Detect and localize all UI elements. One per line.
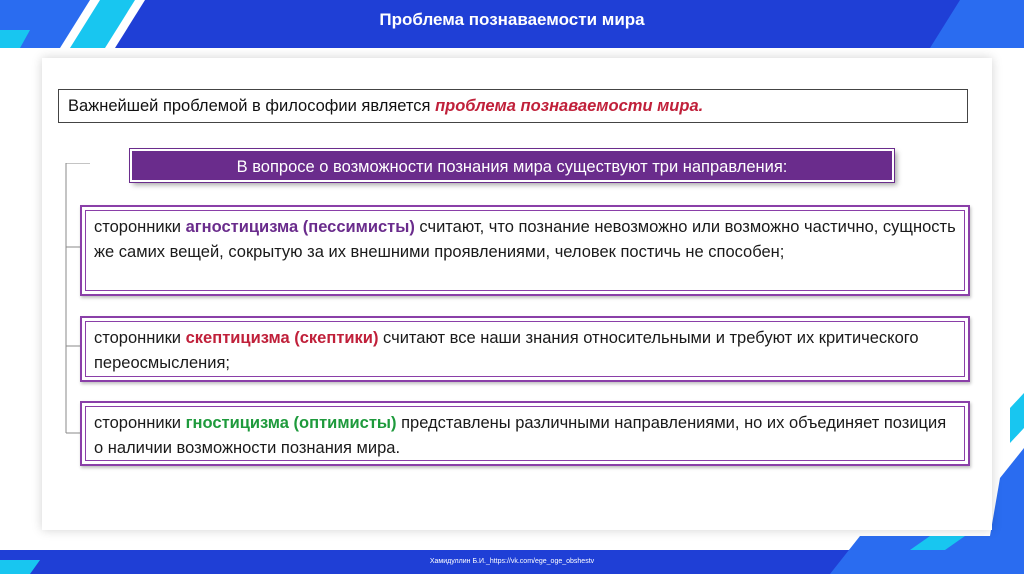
card-body: представлены различными направлениями, но их объединяет позиция о наличии возможности познания мира.: [94, 414, 947, 457]
term-skepticism: скептицизма (скептики): [185, 329, 379, 347]
side-decoration: [990, 48, 1024, 536]
card-text: [85, 210, 965, 291]
card-body: считают все наши знания относительными и требуют их критического переосмысления;: [94, 329, 919, 372]
card-text: [85, 321, 965, 377]
lead-emphasis: проблема познаваемости мира.: [435, 97, 704, 115]
lead-text: Важнейшей проблемой в философии является: [68, 97, 436, 115]
card-prefix: сторонники: [94, 329, 186, 347]
card-skepticism: [80, 316, 970, 382]
directions-header: В вопросе о возможности познания мира существуют три направления:: [130, 149, 894, 182]
footer-banner: [0, 536, 1024, 574]
term-gnosticism: гностицизма (оптимисты): [185, 414, 397, 432]
term-agnosticism: агностицизма (пессимисты): [185, 218, 415, 236]
page-title: Проблема познаваемости мира: [379, 10, 645, 29]
lead-statement: [58, 89, 968, 123]
card-text: [85, 406, 965, 461]
card-gnosticism: [80, 401, 970, 466]
card-prefix: сторонники: [94, 218, 186, 236]
footer-credit: Хамидуллин Б.И._https://vk.com/ege_oge_obshestv: [429, 558, 595, 565]
card-prefix: сторонники: [94, 414, 186, 432]
card-body: считают, что познание невозможно или возможно частично, сущность же самих вещей, сокрытую за их внешними проявлениями, человек постичь не способен;: [94, 218, 956, 261]
card-agnosticism: [80, 205, 970, 296]
